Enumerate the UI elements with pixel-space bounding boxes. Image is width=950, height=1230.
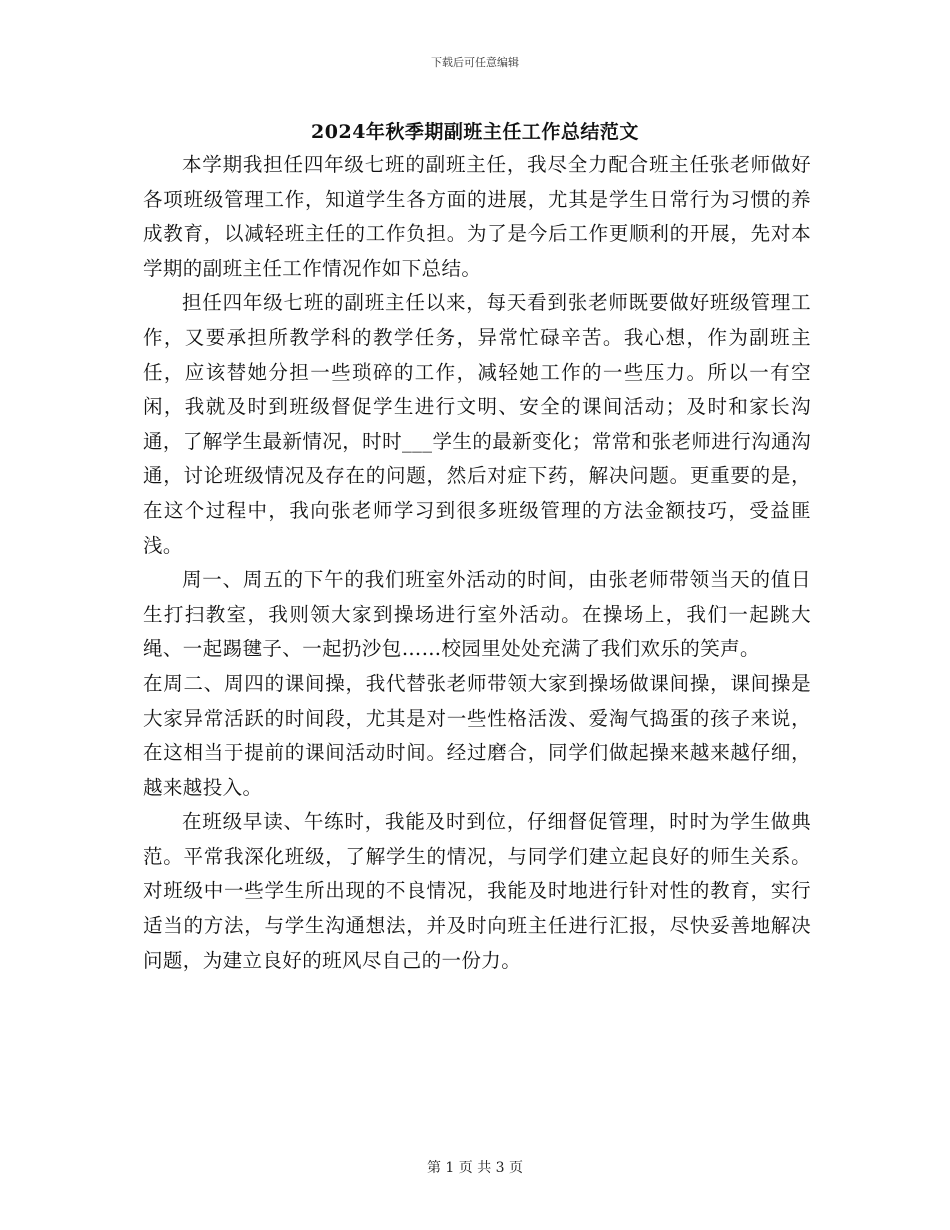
paragraph-1: 本学期我担任四年级七班的副班主任，我尽全力配合班主任张老师做好各项班级管理工作，知道学生各方面的进展，尤其是学生日常行为习惯的养成教育，以减轻班主任的工作负担。为了是今后工作更顺利的开展，先对本学期的副班主任工作情况作如下总结。 [143, 153, 811, 280]
paragraph-2: 担任四年级七班的副班主任以来，每天看到张老师既要做好班级管理工作，又要承担所教学科的教学任务，异常忙碌辛苦。我心想，作为副班主任，应该替她分担一些琐碎的工作，减轻她工作的一些压力。所以一有空闲，我就及时到班级督促学生进行文明、安全的课间活动；及时和家长沟通，了解学生最新情况，时时___学生的最新变化；常常和张老师进行沟通沟通，讨论班级情况及存在的问题，然后对症下药，解决问题。更重要的是，在这个过程中，我向张老师学习到很多班级管理的方法金额技巧，受益匪浅。 [143, 291, 811, 557]
document-title: 2024年秋季期副班主任工作总结范文 [311, 121, 639, 143]
header-note: 下载后可任意编辑 [431, 56, 519, 69]
paragraph-5: 在班级早读、午练时，我能及时到位，仔细督促管理，时时为学生做典范。平常我深化班级，了解学生的情况，与同学们建立起良好的师生关系。对班级中一些学生所出现的不良情况，我能及时地进行针对性的教育，实行适当的方法，与学生沟通想法，并及时向班主任进行汇报，尽快妥善地解决问题，为建立良好的班风尽自己的一份力。 [143, 810, 811, 972]
page-footer: 第 1 页 共 3 页 [426, 1160, 524, 1176]
document-body [143, 148, 811, 978]
paragraph-3: 周一、周五的下午的我们班室外活动的时间，由张老师带领当天的值日生打扫教室，我则领大家到操场进行室外活动。在操场上，我们一起跳大绳、一起踢毽子、一起扔沙包……校园里处处充满了我们欢乐的笑声。 [143, 568, 811, 661]
paragraph-4: 在周二、周四的课间操，我代替张老师带领大家到操场做课间操，课间操是大家异常活跃的时间段，尤其是对一些性格活泼、爱淘气捣蛋的孩子来说，在这相当于提前的课间活动时间。经过磨合，同学们做起操来越来越仔细，越来越投入。 [143, 671, 811, 799]
